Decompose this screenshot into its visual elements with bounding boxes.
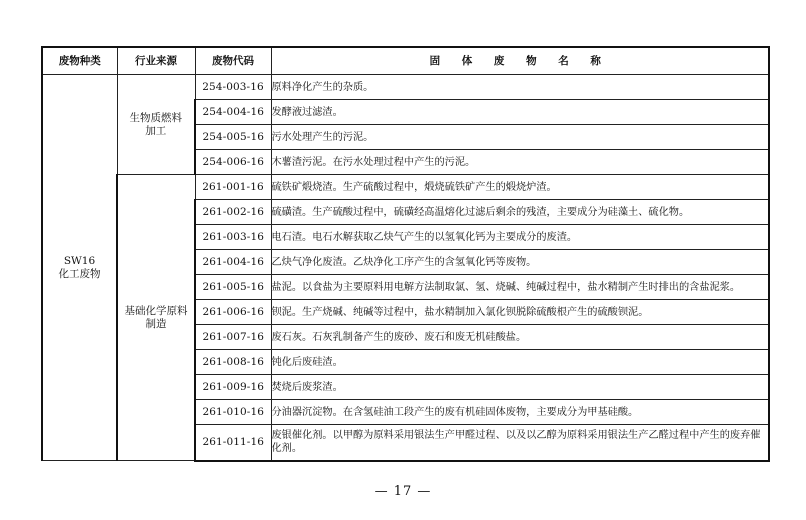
- waste-name: 废银催化剂。以甲醇为原料采用银法生产甲醛过程、以及以乙醇为原料采用银法生产乙醛过程中产生的废弃催化剂。: [271, 425, 769, 461]
- header-code: 废物代码: [195, 47, 271, 75]
- waste-name: 木薯渣污泥。在污水处理过程中产生的污泥。: [271, 150, 769, 175]
- table-row: [42, 175, 769, 200]
- waste-code: 254-004-16: [195, 100, 271, 125]
- waste-name: 钡泥。生产烧碱、纯碱等过程中，盐水精制加入氯化钡脱除硫酸根产生的硫酸钡泥。: [271, 300, 769, 325]
- waste-name: 乙炔气净化废渣。乙炔净化工序产生的含氢氧化钙等废物。: [271, 250, 769, 275]
- waste-name: 硫磺渣。生产硫酸过程中，硫磺经高温熔化过滤后剩余的残渣，主要成分为硅藻土、硫化物。: [271, 200, 769, 225]
- waste-name: 原料净化产生的杂质。: [271, 75, 769, 100]
- industry-source-line: 生物质燃料: [129, 111, 182, 124]
- waste-name: 废石灰。石灰乳制备产生的废砂、废石和废无机硅酸盐。: [271, 325, 769, 350]
- waste-name: 盐泥。以食盐为主要原料用电解方法制取氯、氢、烧碱、纯碱过程中，盐水精制产生时排出的含盐泥浆。: [271, 275, 769, 300]
- waste-category-code: SW16: [63, 254, 96, 267]
- waste-code: 261-006-16: [195, 300, 271, 325]
- waste-code: 261-007-16: [195, 325, 271, 350]
- waste-code: 261-004-16: [195, 250, 271, 275]
- waste-code: 254-003-16: [195, 75, 271, 100]
- waste-category-name: 化工废物: [58, 267, 101, 280]
- header-source: 行业来源: [117, 47, 195, 75]
- waste-name: 电石渣。电石水解获取乙炔气产生的以氢氧化钙为主要成分的废渣。: [271, 225, 769, 250]
- waste-category-cell: [42, 75, 117, 461]
- header-name-text: 固 体 废 物 名 称: [429, 54, 610, 67]
- header-category: 废物种类: [42, 47, 117, 75]
- waste-code: 261-008-16: [195, 350, 271, 375]
- page-number: — 17 —: [374, 484, 432, 499]
- waste-code: 261-001-16: [195, 175, 271, 200]
- waste-name: 分油器沉淀物。在含氢硅油工段产生的废有机硅固体废物，主要成分为甲基硅酸。: [271, 400, 769, 425]
- waste-name: 发酵液过滤渣。: [271, 100, 769, 125]
- waste-code: 254-006-16: [195, 150, 271, 175]
- table-header-row: [42, 47, 769, 75]
- waste-code: 254-005-16: [195, 125, 271, 150]
- waste-code: 261-009-16: [195, 375, 271, 400]
- waste-code: 261-003-16: [195, 225, 271, 250]
- industry-source-cell: [117, 175, 195, 461]
- solid-waste-table: [41, 46, 770, 462]
- industry-source-line: 基础化学原料: [124, 304, 188, 317]
- table-row: [42, 75, 769, 100]
- waste-code: 261-002-16: [195, 200, 271, 225]
- waste-name: 硫铁矿煅烧渣。生产硫酸过程中，煅烧硫铁矿产生的煅烧炉渣。: [271, 175, 769, 200]
- waste-code: 261-011-16: [195, 425, 271, 461]
- waste-code: 261-005-16: [195, 275, 271, 300]
- waste-code: 261-010-16: [195, 400, 271, 425]
- waste-name: 焚烧后废浆渣。: [271, 375, 769, 400]
- header-name: [271, 47, 769, 75]
- waste-name: 污水处理产生的污泥。: [271, 125, 769, 150]
- industry-source-line: 加工: [145, 124, 167, 137]
- industry-source-line: 制造: [145, 317, 167, 330]
- waste-name: 钝化后废硅渣。: [271, 350, 769, 375]
- industry-source-cell: [117, 75, 195, 175]
